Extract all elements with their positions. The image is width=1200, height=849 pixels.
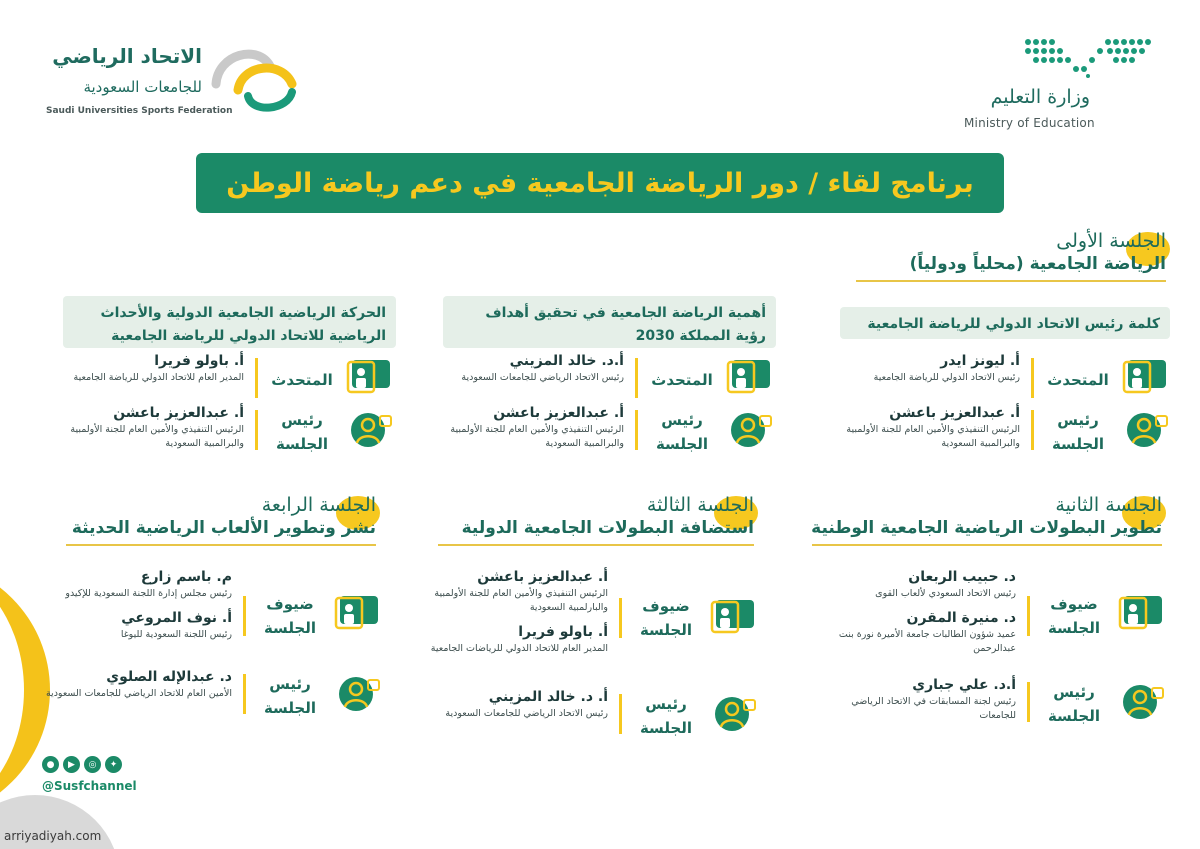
chair-icon (346, 410, 392, 448)
person-title: رئيس الاتحاد السعودي لألعاب القوى (875, 588, 1016, 599)
session2-header (792, 494, 1162, 546)
page-title: برنامج لقاء / دور الرياضة الجامعية في دعم رياضة الوطن (226, 167, 974, 199)
session2-guests (824, 568, 1164, 668)
person (828, 404, 1020, 451)
guests-icon (710, 598, 756, 636)
person-title: رئيس الاتحاد الرياضي للجامعات السعودية (461, 372, 624, 383)
susf-arabic-line2: للجامعات السعودية (83, 78, 202, 96)
chair-icon (710, 694, 756, 732)
session2-topic: تطوير البطولات الرياضية الجامعية الوطنية (811, 518, 1162, 538)
session1-header (806, 230, 1166, 282)
speaker-label: المتحدث (651, 371, 713, 389)
person (432, 352, 624, 385)
person-title: رئيس الاتحاد الدولي للرياضة الجامعية (873, 372, 1020, 383)
person-title: رئيس الاتحاد الرياضي للجامعات السعودية (445, 708, 608, 719)
chair-label: رئيس الجلسة (275, 411, 329, 453)
person-name: د. حبيب الربعان (908, 569, 1016, 585)
chair-label: رئيس الجلسة (263, 675, 317, 717)
session2-chair (824, 676, 1164, 736)
chair-label: رئيس الجلسة (639, 695, 693, 737)
person (40, 668, 232, 701)
person-title: الأمين العام للاتحاد الرياضي للجامعات السعودية (45, 688, 232, 699)
susf-english-name: Saudi Universities Sports Federation (46, 106, 233, 116)
session4-label: الجلسة الرابعة (261, 494, 376, 516)
chair-icon (1118, 682, 1164, 720)
person-title: المدير العام للاتحاد الدولي للرياضة الجامعية (73, 372, 244, 383)
susf-arabic-line1: الاتحاد الرياضي (52, 44, 202, 68)
guests-label: ضيوف الجلسة (1047, 595, 1101, 637)
chair-icon (334, 674, 380, 712)
person-title: عميد شؤون الطالبات جامعة الأميرة نورة بنت عبدالرحمن (838, 629, 1016, 654)
session1-panel2-chair (432, 404, 772, 464)
person-name: أ. عبدالعزيز باعشن (493, 405, 624, 421)
social-handle[interactable]: @Susfchannel (42, 779, 137, 793)
person-name: أ. باولو فريرا (518, 624, 608, 640)
guests-icon (1118, 594, 1164, 632)
speaker-icon (346, 358, 392, 396)
person-name: أ. عبدالعزيز باعشن (113, 405, 244, 421)
person-name: أ.د. علي جباري (912, 677, 1016, 693)
person-name: أ. عبدالعزيز باعشن (889, 405, 1020, 421)
speaker-label: المتحدث (271, 371, 333, 389)
person (416, 623, 608, 656)
session1-panel1-box: كلمة رئيس الاتحاد الدولي للرياضة الجامعية (840, 307, 1170, 339)
speaker-icon (1122, 358, 1168, 396)
person-name: م. باسم زارع (140, 569, 232, 585)
person (416, 688, 608, 721)
speaker-icon (726, 358, 772, 396)
session1-panel2-speaker (432, 352, 772, 408)
person-title: رئيس اللجنة السعودية لليوغا (120, 629, 232, 640)
watermark: arriyadiyah.com (4, 829, 102, 843)
youtube-icon[interactable]: ▶ (63, 756, 80, 773)
social-links (42, 756, 142, 793)
person (432, 404, 624, 451)
session3-chair (416, 688, 756, 748)
speaker-label: المتحدث (1047, 371, 1109, 389)
title-banner (196, 153, 1004, 213)
session4-header (56, 494, 376, 546)
person (824, 676, 1016, 723)
session1-panel3-speaker (52, 352, 392, 408)
guests-icon (334, 594, 380, 632)
person-title: الرئيس التنفيذي والأمين العام للجنة الأولمبية والبارلمبية السعودية (434, 588, 608, 613)
moe-english-name: Ministry of Education (964, 116, 1095, 130)
guests-label: ضيوف الجلسة (639, 597, 693, 639)
session1-panel3-box: الحركة الرياضية الجامعية الدولية والأحداث الرياضية للاتحاد الدولي للرياضة الجامعية (63, 296, 396, 348)
person-title: الرئيس التنفيذي والأمين العام للجنة الأولمبية والبرالمبية السعودية (70, 424, 244, 449)
chair-label: رئيس الجلسة (655, 411, 709, 453)
instagram-icon[interactable]: ◎ (84, 756, 101, 773)
person-name: د. عبدالإله الصلوي (106, 669, 232, 685)
session2-label: الجلسة الثانية (1055, 494, 1162, 516)
chair-label: رئيس الجلسة (1051, 411, 1105, 453)
person (416, 568, 608, 615)
session1-panel3-chair (52, 404, 392, 464)
session1-panel1-speaker (828, 352, 1168, 408)
session4-guests (40, 568, 380, 668)
guests-label: ضيوف الجلسة (263, 595, 317, 637)
session3-topic: استضافة البطولات الجامعية الدولية (461, 518, 754, 538)
person-name: أ. عبدالعزيز باعشن (477, 569, 608, 585)
chair-icon (726, 410, 772, 448)
session3-guests (416, 568, 756, 678)
susf-logo (40, 44, 300, 124)
twitter-icon[interactable]: ✦ (105, 756, 122, 773)
moe-arabic-name: وزارة التعليم (990, 86, 1090, 108)
person (52, 352, 244, 385)
session1-panel2-box: أهمية الرياضة الجامعية في تحقيق أهداف رؤية المملكة 2030 (443, 296, 776, 348)
person (40, 568, 232, 601)
chair-label: رئيس الجلسة (1047, 683, 1101, 725)
susf-mark-icon (208, 44, 298, 114)
person (828, 352, 1020, 385)
session4-chair (40, 668, 380, 728)
session1-panel1-chair (828, 404, 1168, 464)
person-title: الرئيس التنفيذي والأمين العام للجنة الأولمبية والبرالمبية السعودية (846, 424, 1020, 449)
person-name: أ.د. خالد المزيني (509, 353, 624, 369)
session3-label: الجلسة الثالثة (646, 494, 754, 516)
session3-header (424, 494, 754, 546)
session1-label: الجلسة الأولى (1056, 230, 1166, 252)
person (824, 568, 1016, 601)
person-title: رئيس لجنة المسابقات في الاتحاد الرياضي للجامعات (851, 696, 1016, 721)
person (52, 404, 244, 451)
person-name: أ. ليونز ايدر (940, 353, 1020, 369)
moe-dots-icon (1024, 36, 1154, 78)
person-title: المدير العام للاتحاد الدولي للرياضات الجامعية (430, 643, 608, 654)
person (40, 609, 232, 642)
snapchat-icon[interactable]: ● (42, 756, 59, 773)
ministry-of-education-logo (958, 36, 1158, 136)
session4-topic: نشر وتطوير الألعاب الرياضية الحديثة (71, 518, 376, 538)
person-title: رئيس مجلس إدارة اللجنة السعودية للإكيدو (65, 588, 232, 599)
session1-topic: الرياضة الجامعية (محلياً ودولياً) (909, 254, 1166, 274)
person-name: أ. نوف المروعي (121, 610, 232, 626)
person-name: د. منيرة المقرن (906, 610, 1016, 626)
person-name: أ. باولو فريرا (154, 353, 244, 369)
person (824, 609, 1016, 656)
person-title: الرئيس التنفيذي والأمين العام للجنة الأولمبية والبرالمبية السعودية (450, 424, 624, 449)
chair-icon (1122, 410, 1168, 448)
person-name: أ. د. خالد المزيني (488, 689, 608, 705)
